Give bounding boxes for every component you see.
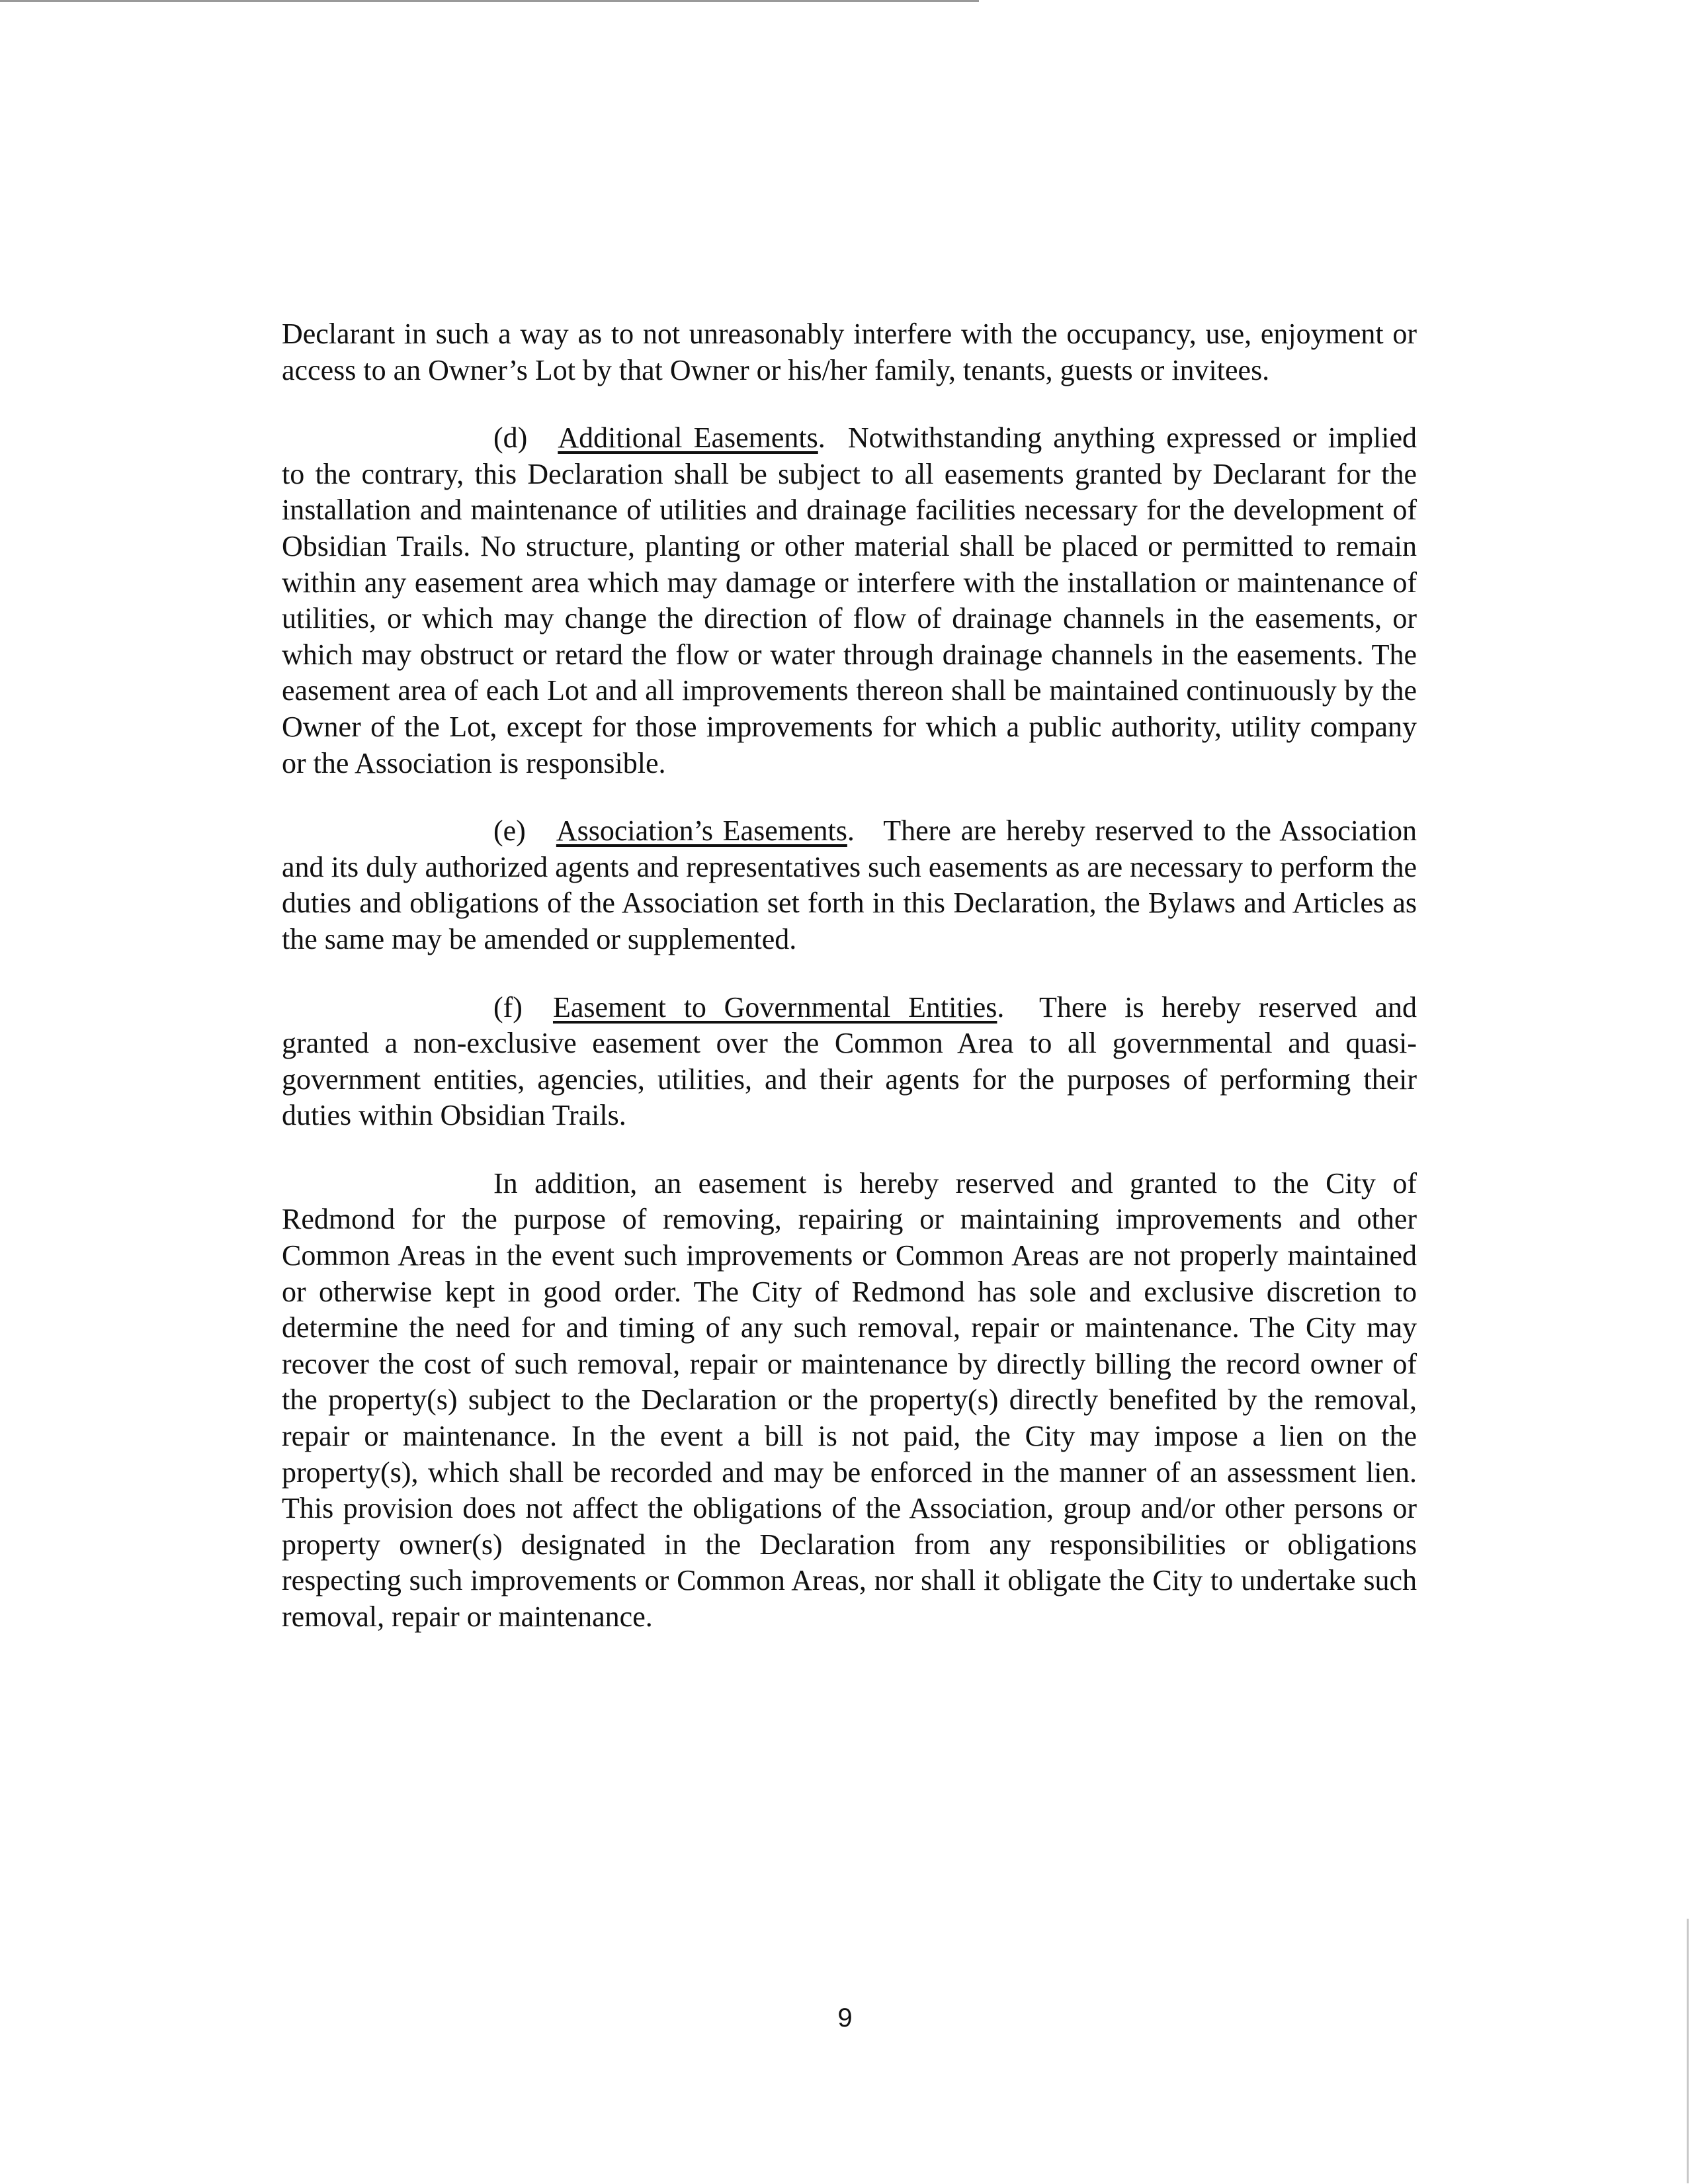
paragraph-e-association-easements: (e) Association’s Easements. There are hereby reserved to the Association and its duly authorized agents and representatives such easements as are necessary to perform the duties and obligations of the Association set forth in this Declaration, the Bylaws and Articles as the same may be amended or supplemented. [282,814,1417,955]
paragraph-text: There is hereby reserved and granted a non-exclusive easement over the Common Area to all governmental and quasi-government entities, agencies, utilities, and their agents for the purposes of performing their duties within Obsidian Trails. [282,990,1417,1132]
scan-edge-right [1687,1919,1689,2183]
document-body [282,316,1417,1667]
paragraph-d-additional-easements: (d) Additional Easements. Notwithstanding anything expressed or implied to the contrary, this Declaration shall be subject to all easements granted by Declarant for the installation and maintenance of utilities and drainage facilities necessary for the development of Obsidian Trails. No structure, planting or other material shall be placed or permitted to remain within any easement area which may damage or interfere with the installation or maintenance of utilities, or which may change the direction of flow of drainage channels in the easements, or which may obstruct or retard the flow or water through drainage channels in the easements. The easement area of each Lot and all improvements thereon shall be maintained continuously by the Owner of the Lot, except for those improvements for which a public authority, utility company or the Association is responsible. [282,421,1417,779]
scan-edge-top [0,0,979,2]
section-marker: (e) [493,814,526,848]
paragraph-text: In addition, an easement is hereby reserved and granted to the City of Redmond for the purpose of removing, repairing or maintaining improvements and other Common Areas in the event such improvements or Common Areas are not properly maintained or otherwise kept in good order. The City of Redmond has sole and exclusive discretion to determine the need for and timing of any such removal, repair or maintenance. The City may recover the cost of such removal, repair or maintenance by directly billing the record owner of the property(s) subject to the Declaration or the property(s) directly benefited by the removal, repair or maintenance. In the event a bill is not paid, the City may impose a lien on the property(s), which shall be recorded and may be enforced in the manner of an assessment lien. This provision does not affect the obligations of the Association, group and/or other persons or property owner(s) designated in the Declaration from any responsibilities or obligations respecting such improvements or Common Areas, nor shall it obligate the City to undertake such removal, repair or maintenance. [282,1166,1417,1633]
section-heading: Easement to Governmental Entities [552,990,997,1024]
section-heading: Additional Easements [558,421,818,455]
paragraph-f-governmental-entities: (f) Easement to Governmental Entities. There is hereby reserved and granted a non-exclusive easement over the Common Area to all governmental and quasi-government entities, agencies, utilities, and their agents for the purposes of performing their duties within Obsidian Trails. [282,990,1417,1132]
page-number: 9 [837,2003,853,2032]
paragraph-city-of-redmond [282,1166,1417,1636]
section-marker: (d) [493,421,528,455]
paragraph-text: There are hereby reserved to the Association and its duly authorized agents and representatives such easements as are necessary to perform the duties and obligations of the Association set forth in this Declaration, the Bylaws and Articles as the same may be amended or supplemented. [282,814,1417,955]
paragraph-text: Declarant in such a way as to not unreasonably interfere with the occupancy, use, enjoyment or access to an Owner’s Lot by that Owner or his/her family, tenants, guests or invitees. [282,318,1417,386]
paragraph-text: Notwithstanding anything expressed or implied to the contrary, this Declaration shall be subject to all easements granted by Declarant for the installation and maintenance of utilities and drainage facilities necessary for the development of Obsidian Trails. No structure, planting or other material shall be placed or permitted to remain within any easement area which may damage or interfere with the installation or maintenance of utilities, or which may change the direction of flow of drainage channels in the easements, or which may obstruct or retard the flow or water through drainage channels in the easements. The easement area of each Lot and all improvements thereon shall be maintained continuously by the Owner of the Lot, except for those improvements for which a public authority, utility company or the Association is responsible. [282,421,1417,779]
paragraph-continuation [282,316,1417,388]
section-heading: Association’s Easements [556,814,847,848]
section-marker: (f) [493,990,523,1024]
